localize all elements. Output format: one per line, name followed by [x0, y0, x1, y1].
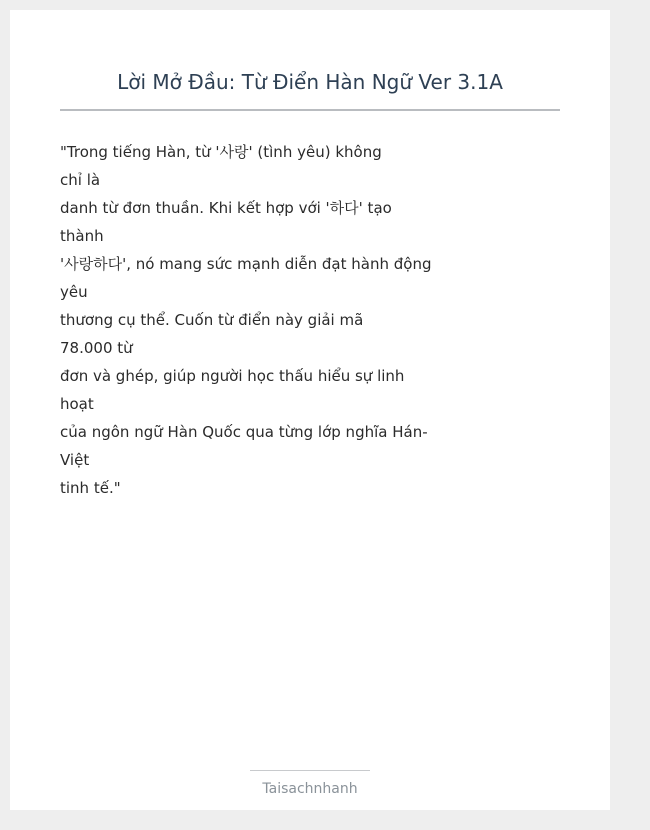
body-line: chỉ là: [60, 171, 101, 189]
body-line: "Trong tiếng Hàn, từ '사랑' (tình yêu) không: [60, 143, 382, 161]
body-line: của ngôn ngữ Hàn Quốc qua từng lớp nghĩa Hán-: [60, 423, 428, 441]
page-title: Lời Mở Đầu: Từ Điển Hàn Ngữ Ver 3.1A: [117, 70, 503, 94]
body-line: 78.000 từ: [60, 339, 133, 357]
body-line: thành: [60, 227, 104, 245]
document-page: [10, 10, 610, 810]
body-line: hoạt: [60, 395, 94, 413]
body-line: thương cụ thể. Cuốn từ điển này giải mã: [60, 311, 364, 329]
body-line: tinh tế.": [60, 479, 121, 497]
footer-divider: [250, 770, 370, 771]
footer-source: Taisachnhanh: [262, 781, 358, 797]
title-divider: [60, 109, 560, 111]
body-line: danh từ đơn thuần. Khi kết hợp với '하다' tạo: [60, 199, 392, 217]
body-paragraph: [60, 138, 440, 502]
body-line: đơn và ghép, giúp người học thấu hiểu sự linh: [60, 367, 405, 385]
body-line: '사랑하다', nó mang sức mạnh diễn đạt hành động: [60, 255, 432, 273]
body-line: Việt: [60, 451, 90, 469]
body-line: yêu: [60, 283, 88, 301]
